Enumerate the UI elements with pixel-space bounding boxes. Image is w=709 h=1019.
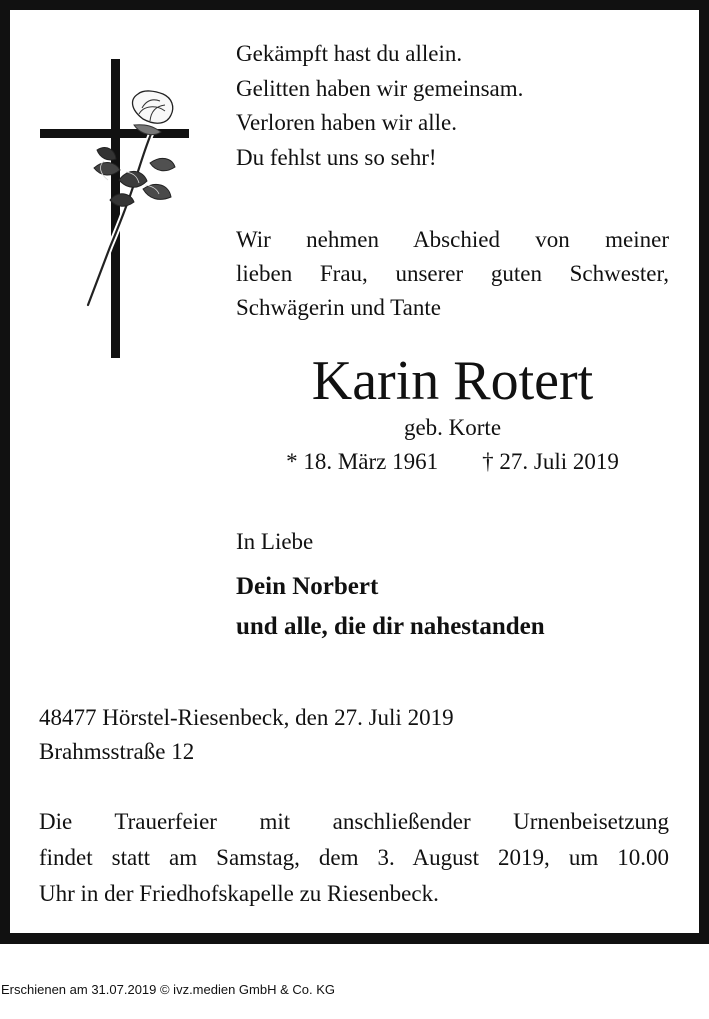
poem-line: Verloren haben wir alle. [236,110,457,135]
signers [236,567,545,647]
service-line: findet statt am Samstag, dem 3. August 2019, um 10.00 [39,845,669,870]
cross-with-rose-icon [40,46,190,361]
signer-line: und alle, die dir nahestanden [236,613,545,640]
farewell-intro [236,223,669,325]
intro-line: Wir nehmen Abschied von meiner [236,227,669,252]
address-line: Brahmsstraße 12 [39,739,195,764]
obituary-notice [10,10,699,933]
life-dates [236,446,669,478]
death-date: † 27. Juli 2019 [482,449,619,474]
deceased-name: Karin Rotert [311,350,594,412]
love-phrase: In Liebe [236,529,314,554]
intro-line: lieben Frau, unserer guten Schwester, [236,261,669,286]
address-block [39,701,454,769]
publication-credit: Erschienen am 31.07.2019 © ivz.medien GmbH & Co. KG [1,982,336,997]
birth-date: * 18. März 1961 [286,449,439,474]
poem [236,37,636,175]
signer-line: Dein Norbert [236,573,379,600]
address-line: 48477 Hörstel-Riesenbeck, den 27. Juli 2019 [39,705,454,730]
poem-line: Gelitten haben wir gemeinsam. [236,75,524,101]
service-line: Die Trauerfeier mit anschließender Urnenbeisetzung [39,809,669,834]
birth-name: geb. Korte [403,415,502,440]
intro-line: Schwägerin und Tante [236,295,441,320]
poem-line: Gekämpft hast du allein. [236,41,463,66]
poem-line: Du fehlst uns so sehr! [236,144,437,170]
service-announcement [39,804,669,912]
service-line: Uhr in der Friedhofskapelle zu Riesenbeck. [39,881,439,906]
